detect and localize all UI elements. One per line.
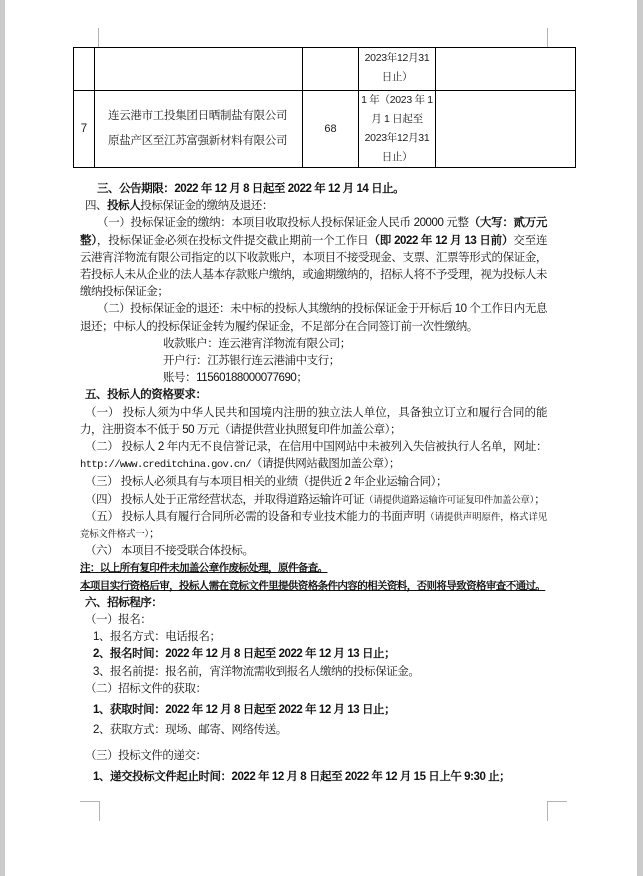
table-row bbox=[74, 48, 576, 91]
cell-route[interactable] bbox=[95, 48, 303, 91]
text-run: （大写：贰万元整） bbox=[80, 217, 547, 247]
text-run: 投标保证金的缴纳及退还： bbox=[140, 200, 273, 213]
page-edge-left bbox=[0, 0, 5, 876]
text-run: （三） 投标人必须具有与本项目相关的业绩（提供近 2 年企业运输合同）； bbox=[85, 476, 448, 489]
text-run: 开户行：江苏银行连云港浦中支行； bbox=[163, 355, 340, 368]
text-run: （六） 本项目不接受联合体投标。 bbox=[85, 545, 254, 558]
submission-heading[interactable] bbox=[80, 748, 547, 765]
section-3-notice-period[interactable] bbox=[80, 181, 547, 198]
text-run: 2、获取方式：现场、邮寄、网络传送。 bbox=[93, 724, 287, 737]
bank-account-name[interactable] bbox=[80, 336, 547, 353]
cell-row-number[interactable] bbox=[74, 91, 95, 168]
text-boundary-mark-top-left bbox=[79, 28, 99, 48]
deposit-payment[interactable] bbox=[80, 215, 547, 301]
text-run: 本项目实行资格后审，投标人需在竞标文件里提供资格条件内容的相关资料，否则将导致资格审查不通过。 bbox=[80, 579, 546, 592]
text-run: （请提供声明原件，格式详见竞标文件格式一） bbox=[80, 511, 547, 541]
text-run: 注：以上所有复印件未加盖公章作废标处理，原件备查。 bbox=[80, 562, 328, 575]
table-row bbox=[74, 91, 576, 168]
submission-time[interactable] bbox=[80, 769, 547, 786]
note-copies[interactable] bbox=[80, 560, 547, 577]
cell-line: 原盐产区至江苏富强新材料有限公司 bbox=[108, 135, 288, 147]
qualification-5[interactable] bbox=[80, 509, 547, 543]
text-run: 1、报名方式：电话报名； bbox=[93, 631, 221, 644]
text-run: （四） 投标人处于正常经营状态，并取得道路运输许可证 bbox=[85, 493, 364, 506]
cell-row-number[interactable] bbox=[74, 48, 95, 91]
text-run: ，投标保证金必须在投标文件提交截止期前一个工作日 bbox=[96, 234, 369, 247]
text-run: 投标人 bbox=[107, 200, 141, 213]
text-run: 四、 bbox=[85, 200, 108, 213]
cell-duration[interactable] bbox=[359, 91, 436, 168]
text-run: （二）投标保证金的退还：未中标的投标人其缴纳的投标保证金于开标后 10 个工作日内无息退还；中标人的投标保证金转为履约保证金，不足部分在合同签订前一次性缴纳。 bbox=[80, 303, 547, 333]
obtain-time[interactable] bbox=[80, 702, 547, 719]
cell-note[interactable] bbox=[436, 48, 576, 91]
bank-account-number[interactable] bbox=[80, 370, 547, 387]
cell-line: 连云港市工投集团日晒制盐有限公司 bbox=[108, 110, 288, 122]
text-run: 六、招标程序： bbox=[85, 596, 163, 609]
cell-duration[interactable] bbox=[359, 48, 436, 91]
qualification-1[interactable] bbox=[80, 405, 547, 439]
text-run: 1、获取时间：2022 年 12 月 8 日起至 2022 年 12 月 13 日止； bbox=[93, 704, 396, 717]
cell-line: 日止） bbox=[381, 151, 413, 163]
section-6-heading[interactable] bbox=[80, 595, 547, 612]
transport-routes-table[interactable] bbox=[73, 47, 576, 168]
text-boundary-mark-top-right bbox=[547, 28, 567, 48]
note-post-qualification[interactable] bbox=[80, 578, 547, 595]
text-run: ； bbox=[534, 493, 546, 506]
text-run: （二） 投标人 2 年内无不良信誉记录，在信用中国网站中未被列入失信被执行人名单，网址： bbox=[85, 441, 547, 454]
cell-quantity[interactable] bbox=[303, 91, 359, 168]
document-body-text[interactable] bbox=[80, 181, 547, 786]
text-run: http://www.creditchina.gov.cn/ bbox=[80, 459, 252, 472]
text-run: （即 2022 年 12 月 13 日前） bbox=[368, 234, 514, 247]
text-run: （请提供道路运输许可证复印件加盖公章） bbox=[364, 494, 535, 506]
text-run: （二）招标文件的获取： bbox=[85, 682, 207, 695]
page-edge-right bbox=[637, 0, 643, 876]
text-run: （一）报名： bbox=[85, 614, 152, 627]
qualification-4[interactable] bbox=[80, 492, 547, 509]
cell-note[interactable] bbox=[436, 91, 576, 168]
registration-heading[interactable] bbox=[80, 612, 547, 629]
cell-quantity[interactable] bbox=[303, 48, 359, 91]
cell-line: 68 bbox=[324, 123, 337, 135]
text-run: （五） 投标人具有履行合同所必需的设备和专业技术能力的书面声明 bbox=[85, 510, 426, 523]
text-boundary-mark-bottom-left bbox=[80, 801, 100, 821]
cell-line: 2023年12月31 bbox=[364, 52, 430, 64]
obtain-method[interactable] bbox=[80, 722, 547, 739]
text-run: ； bbox=[148, 528, 160, 541]
cell-route[interactable] bbox=[95, 91, 303, 168]
registration-precondition[interactable] bbox=[80, 664, 547, 681]
text-run: 收款账户：连云港宵洋物流有限公司； bbox=[163, 337, 351, 350]
text-run: 五、投标人的资格要求： bbox=[85, 389, 207, 402]
text-run: （一）投标保证金的缴纳：本项目收取投标人投标保证金人民币 20000 元整 bbox=[97, 217, 469, 230]
qualification-2[interactable] bbox=[80, 439, 547, 474]
bank-branch[interactable] bbox=[80, 353, 547, 370]
qualification-3[interactable] bbox=[80, 474, 547, 491]
registration-method[interactable] bbox=[80, 629, 547, 646]
text-run: （三）投标文件的递交： bbox=[85, 749, 207, 762]
deposit-refund[interactable] bbox=[80, 301, 547, 335]
cell-line: 日止） bbox=[381, 71, 413, 83]
text-run: 三、公告期限：2022 年 12 月 8 日起至 2022 年 12 月 14 日止。 bbox=[97, 183, 405, 195]
section-4-heading[interactable] bbox=[80, 198, 547, 215]
text-run: 账号：11560188000077690； bbox=[163, 372, 308, 385]
cell-line: 2023年12月31 bbox=[364, 132, 430, 144]
section-5-heading[interactable] bbox=[80, 387, 547, 404]
qualification-6[interactable] bbox=[80, 543, 547, 560]
registration-time[interactable] bbox=[80, 646, 547, 663]
text-boundary-mark-bottom-right bbox=[547, 801, 567, 821]
text-run: 3、报名前提：报名前，宵洋物流需收到报名人缴纳的投标保证金。 bbox=[93, 665, 420, 678]
text-run: （一） 投标人须为中华人民共和国境内注册的独立法人单位，具备独立订立和履行合同的能力，注册资本不低于 50 万元（请提供营业执照复印件加盖公章）； bbox=[80, 406, 547, 436]
text-run: 1、递交投标文件起止时间：2022 年 12 月 8 日起至 2022 年 12 月 15 日上午 9:30 止； bbox=[93, 770, 511, 783]
cell-line: 1 年（2023 年 1 bbox=[361, 94, 433, 106]
text-run: 2、报名时间：2022 年 12 月 8 日起至 2022 年 12 月 13 日止； bbox=[93, 648, 396, 661]
cell-line: 月 1 日起至 bbox=[371, 113, 423, 125]
cell-line: 7 bbox=[80, 123, 88, 135]
text-run: 交至连云港宵洋物流有限公司指定的以下收款账户，本项目不接受现金、支票、汇票等形式的保证金，若投标人未从企业的法人基本存款账户缴纳，或逾期缴纳的，招标人将不予受理，视为投标人未缴纳投标保证金； bbox=[80, 234, 547, 299]
document-obtain-heading[interactable] bbox=[80, 681, 547, 698]
text-run: （请提供网站截图加盖公章）； bbox=[251, 458, 400, 471]
